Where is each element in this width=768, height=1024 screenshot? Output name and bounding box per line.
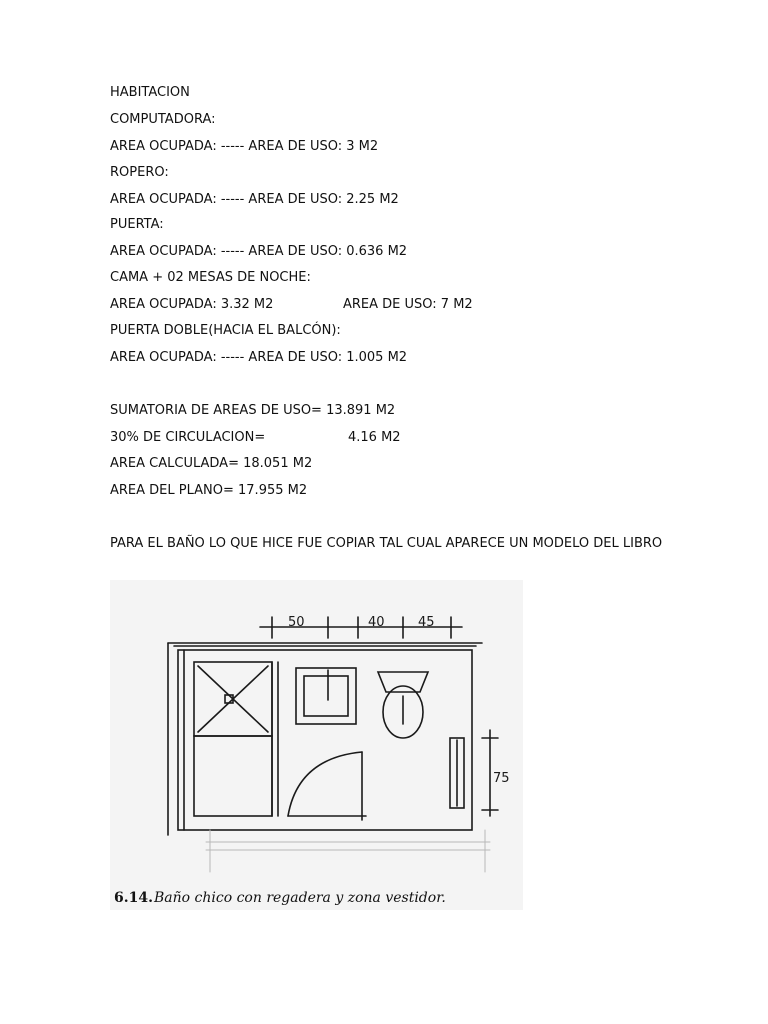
item-label-ropero: ROPERO: (110, 165, 169, 180)
bathroom-note: PARA EL BAÑO LO QUE HICE FUE COPIAR TAL CUAL APARECE UN MODELO DEL LIBRO (110, 536, 663, 551)
summary-plan: AREA DEL PLANO= 17.955 M2 (110, 483, 308, 498)
bathroom-plan-drawing (110, 580, 523, 910)
item-label-puerta-doble: PUERTA DOBLE(HACIA EL BALCÓN): (110, 323, 341, 338)
toilet-tank (378, 672, 428, 692)
item-area-ropero: AREA OCUPADA: ----- AREA DE USO: 2.25 M2 (110, 192, 399, 207)
item-area-computadora: AREA OCUPADA: ----- AREA DE USO: 3 M2 (110, 139, 379, 154)
door-swing (288, 752, 362, 816)
summary-circulation-label: 30% DE CIRCULACION= (110, 430, 266, 445)
dressing-zone (194, 736, 272, 816)
item-label-computadora: COMPUTADORA: (110, 112, 216, 127)
item-area-cama-use: AREA DE USO: 7 M2 (343, 297, 473, 312)
bathroom-plan-figure (110, 580, 523, 910)
dimension-label-50: 50 (288, 615, 305, 630)
room-outline (178, 650, 472, 830)
section-title: HABITACION (110, 85, 190, 100)
dimension-label-75: 75 (493, 771, 510, 786)
item-area-puerta: AREA OCUPADA: ----- AREA DE USO: 0.636 M2 (110, 244, 408, 259)
figure-caption-text: Baño chico con regadera y zona vestidor. (154, 890, 446, 906)
item-label-cama: CAMA + 02 MESAS DE NOCHE: (110, 270, 311, 285)
dimension-label-45: 45 (418, 615, 435, 630)
item-area-puerta-doble: AREA OCUPADA: ----- AREA DE USO: 1.005 M2 (110, 350, 408, 365)
dimension-label-40: 40 (368, 615, 385, 630)
summary-circulation-value: 4.16 M2 (348, 430, 401, 445)
summary-sum: SUMATORIA DE AREAS DE USO= 13.891 M2 (110, 403, 396, 418)
item-area-cama-occupied: AREA OCUPADA: 3.32 M2 (110, 297, 274, 312)
summary-calculated: AREA CALCULADA= 18.051 M2 (110, 456, 313, 471)
figure-caption-number: 6.14. (114, 890, 153, 906)
item-label-puerta: PUERTA: (110, 217, 164, 232)
